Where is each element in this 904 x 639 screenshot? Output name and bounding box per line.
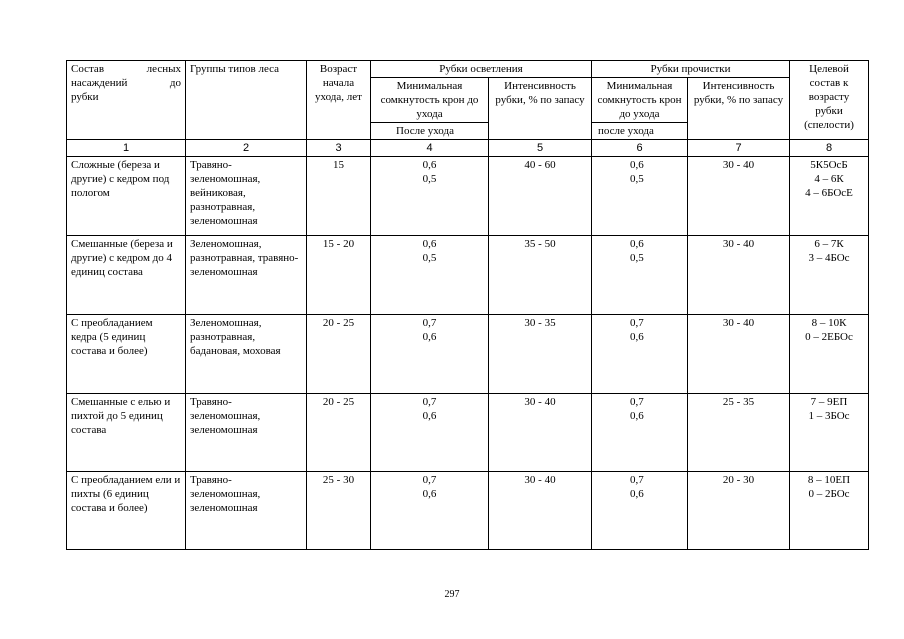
header-after-2: после ухода <box>592 123 688 140</box>
cell-canopy-osvetlenie <box>371 315 489 394</box>
canopy-value: 0,6 <box>630 159 644 171</box>
header-forest-types: Группы типов леса <box>186 61 307 140</box>
target-value: 0 – 2БОс <box>808 488 850 500</box>
page-number: 297 <box>444 589 460 600</box>
column-number: 8 <box>790 140 869 157</box>
target-value: 3 – 4БОс <box>808 252 850 264</box>
cell-canopy-osvetlenie <box>371 236 489 315</box>
cell-start-age: 25 - 30 <box>307 472 371 550</box>
cell-canopy-osvetlenie <box>371 157 489 236</box>
target-value: 1 – 3БОс <box>808 410 850 422</box>
target-value: 0 – 2ЕБОс <box>805 331 853 343</box>
header-start-age: Возраст начала ухода, лет <box>307 61 371 140</box>
cell-start-age: 15 <box>307 157 371 236</box>
cell-intensity-osvetlenie: 35 - 50 <box>489 236 592 315</box>
cell-intensity-prochistka: 30 - 40 <box>688 315 790 394</box>
cell-composition: Смешанные (береза и другие) с кедром до 4 единиц состава <box>67 236 186 315</box>
header-min-canopy-2: Минимальная сомкнутость крон до ухода <box>592 78 688 123</box>
canopy-value: 0,5 <box>630 252 644 264</box>
canopy-value: 0,6 <box>630 410 644 422</box>
cell-intensity-prochistka: 30 - 40 <box>688 157 790 236</box>
cell-canopy-osvetlenie <box>371 394 489 472</box>
canopy-value: 0,7 <box>422 474 437 486</box>
canopy-value: 0,7 <box>630 396 644 408</box>
canopy-value: 0,6 <box>630 331 644 343</box>
cell-target-composition <box>790 394 869 472</box>
canopy-value: 0,5 <box>630 173 644 185</box>
cell-forest-types: Травяно-зеленомошная, вейниковая, разнотравная, зеленомошная <box>186 157 307 236</box>
cell-intensity-prochistka: 20 - 30 <box>688 472 790 550</box>
target-value: 7 – 9ЕП <box>810 396 848 408</box>
forest-thinning-table <box>66 60 869 550</box>
cell-canopy-prochistka <box>592 236 688 315</box>
cell-canopy-prochistka <box>592 157 688 236</box>
canopy-value: 0,7 <box>422 317 437 329</box>
canopy-value: 0,7 <box>630 317 644 329</box>
cell-start-age: 20 - 25 <box>307 394 371 472</box>
column-number: 3 <box>307 140 371 157</box>
column-number: 5 <box>489 140 592 157</box>
header-composition-line-2: насаждений до <box>71 77 181 89</box>
cell-forest-types: Зеленомошная, разнотравная, травяно-зеленомошная <box>186 236 307 315</box>
canopy-value: 0,6 <box>422 410 437 422</box>
header-target-composition: Целевой состав к возрасту рубки (спелости) <box>790 61 869 140</box>
cell-start-age: 15 - 20 <box>307 236 371 315</box>
cell-intensity-osvetlenie: 30 - 40 <box>489 394 592 472</box>
cell-target-composition <box>790 236 869 315</box>
column-number: 6 <box>592 140 688 157</box>
canopy-value: 0,7 <box>422 396 437 408</box>
target-value: 5К5ОсБ <box>810 159 848 171</box>
target-value: 8 – 10К <box>811 317 847 329</box>
cell-target-composition <box>790 315 869 394</box>
cell-canopy-prochistka <box>592 394 688 472</box>
canopy-value: 0,6 <box>422 331 437 343</box>
cell-start-age: 20 - 25 <box>307 315 371 394</box>
column-number: 4 <box>371 140 489 157</box>
header-composition <box>67 61 186 140</box>
header-composition-line-3: рубки <box>71 91 99 103</box>
table-row <box>67 157 869 236</box>
column-number: 1 <box>67 140 186 157</box>
header-group-osvetlenie: Рубки осветления <box>371 61 592 78</box>
canopy-value: 0,5 <box>422 252 437 264</box>
table-row <box>67 394 869 472</box>
column-number-row <box>67 140 869 157</box>
cell-forest-types: Зеленомошная, разнотравная, баданoвая, моховая <box>186 315 307 394</box>
cell-intensity-osvetlenie: 30 - 40 <box>489 472 592 550</box>
target-value: 4 – 6К <box>814 173 844 185</box>
target-value: 8 – 10ЕП <box>807 474 851 486</box>
canopy-value: 0,6 <box>630 488 644 500</box>
target-value: 6 – 7К <box>814 238 844 250</box>
cell-forest-types: Травяно-зеленомошная, зеленомошная <box>186 394 307 472</box>
target-value: 4 – 6БОсЕ <box>805 187 853 199</box>
header-composition-line-1: Состав лесных <box>71 63 181 75</box>
cell-intensity-osvetlenie: 40 - 60 <box>489 157 592 236</box>
cell-intensity-osvetlenie: 30 - 35 <box>489 315 592 394</box>
column-number: 2 <box>186 140 307 157</box>
header-min-canopy-1: Минимальная сомкнутость крон до ухода <box>371 78 489 123</box>
canopy-value: 0,6 <box>422 238 437 250</box>
cell-composition: Сложные (береза и другие) с кедром под пологом <box>67 157 186 236</box>
cell-composition: С преобладанием кедра (5 единиц состава и более) <box>67 315 186 394</box>
canopy-value: 0,6 <box>422 488 437 500</box>
cell-intensity-prochistka: 30 - 40 <box>688 236 790 315</box>
cell-forest-types: Травяно-зеленомошная, зеленомошная <box>186 472 307 550</box>
header-after-1: После ухода <box>371 123 489 140</box>
cell-canopy-prochistka <box>592 315 688 394</box>
column-number: 7 <box>688 140 790 157</box>
header-intensity-1: Интенсивность рубки, % по запасу <box>489 78 592 140</box>
table-row <box>67 472 869 550</box>
header-group-prochistka: Рубки прочистки <box>592 61 790 78</box>
table-row <box>67 236 869 315</box>
cell-composition: С преобладанием ели и пихты (6 единиц состава и более) <box>67 472 186 550</box>
canopy-value: 0,7 <box>630 474 644 486</box>
cell-canopy-osvetlenie <box>371 472 489 550</box>
cell-canopy-prochistka <box>592 472 688 550</box>
cell-composition: Смешанные с елью и пихтой до 5 единиц состава <box>67 394 186 472</box>
table-row <box>67 315 869 394</box>
canopy-value: 0,5 <box>422 173 437 185</box>
cell-intensity-prochistka: 25 - 35 <box>688 394 790 472</box>
canopy-value: 0,6 <box>630 238 644 250</box>
canopy-value: 0,6 <box>422 159 437 171</box>
cell-target-composition <box>790 157 869 236</box>
header-row-1 <box>67 61 869 78</box>
cell-target-composition <box>790 472 869 550</box>
header-intensity-2: Интенсивность рубки, % по запасу <box>688 78 790 140</box>
